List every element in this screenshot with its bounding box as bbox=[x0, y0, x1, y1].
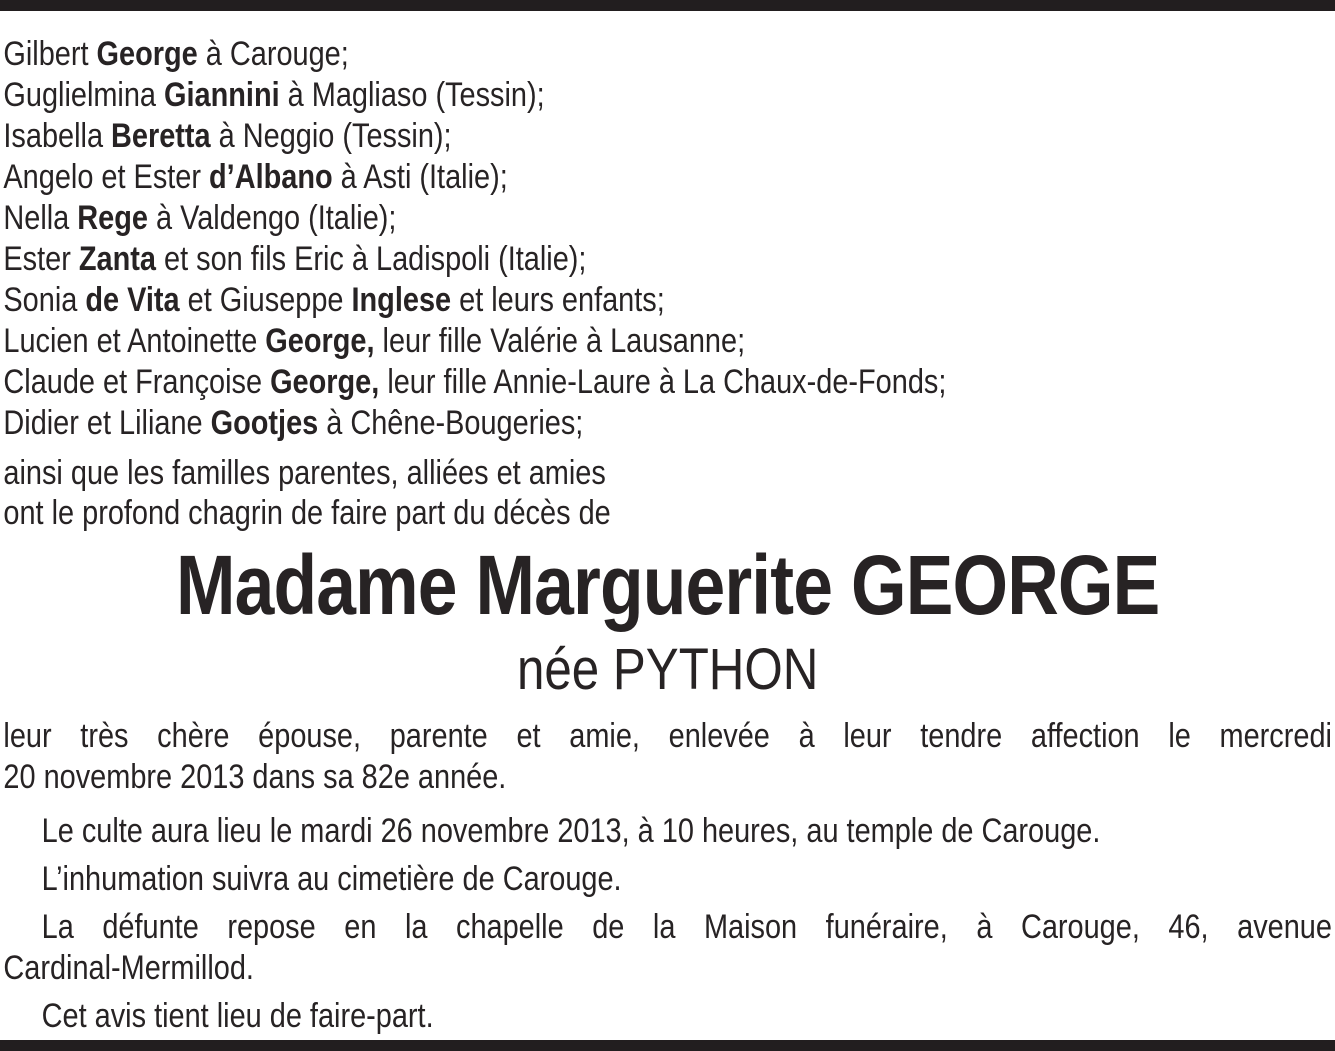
family-line-text: Lucien et Antoinette bbox=[3, 322, 266, 360]
family-line-text: à Carouge; bbox=[197, 35, 349, 73]
paragraph-line: Cardinal-Mermillod. bbox=[3, 949, 254, 987]
family-line bbox=[3, 198, 1332, 239]
family-line-text: et Giuseppe bbox=[179, 281, 352, 319]
family-line bbox=[3, 403, 1332, 444]
family-line-text: Isabella bbox=[3, 117, 112, 155]
family-line-text: à Asti (Italie); bbox=[332, 158, 508, 196]
family-line-text: et leurs enfants; bbox=[451, 281, 665, 319]
family-line bbox=[3, 321, 1332, 362]
bottom-rule bbox=[0, 1040, 1335, 1051]
family-surname: George, bbox=[270, 363, 380, 401]
paragraph-line: Le culte aura lieu le mardi 26 novembre 2013, à 10 heures, au temple de Carouge. bbox=[41, 812, 1101, 850]
family-line-text: à Magliaso (Tessin); bbox=[279, 76, 545, 114]
family-surname: Zanta bbox=[78, 240, 156, 278]
family-line-text: à Chêne-Bougeries; bbox=[318, 404, 584, 442]
family-surname: George, bbox=[265, 322, 375, 360]
maiden-name: née PYTHON bbox=[516, 637, 819, 702]
paragraph-line: La défunte repose en la chapelle de la Maison funéraire, à Carouge, 46, avenue bbox=[41, 908, 1332, 946]
family-surname: de Vita bbox=[85, 281, 180, 319]
family-line-text: leur fille Annie-Laure à La Chaux-de-Fonds; bbox=[379, 363, 947, 401]
family-surname: Inglese bbox=[351, 281, 452, 319]
family-line bbox=[3, 116, 1332, 157]
paragraph-line: Cet avis tient lieu de faire-part. bbox=[41, 997, 434, 1035]
family-line bbox=[3, 157, 1332, 198]
family-line-text: Claude et Françoise bbox=[3, 363, 271, 401]
family-line bbox=[3, 362, 1332, 403]
notice-paragraph bbox=[3, 859, 1332, 900]
notice-paragraph bbox=[3, 811, 1332, 852]
family-surname: Rege bbox=[77, 199, 148, 237]
family-line bbox=[3, 75, 1332, 116]
family-line-text: Guglielmina bbox=[3, 76, 165, 114]
intro-lines bbox=[3, 453, 1332, 533]
family-line-text: à Neggio (Tessin); bbox=[210, 117, 452, 155]
paragraph-line: L’inhumation suivra au cimetière de Carouge. bbox=[41, 860, 622, 898]
deceased-name: Madame Marguerite GEORGE bbox=[175, 538, 1160, 632]
family-surname: d’Albano bbox=[209, 158, 333, 196]
family-line-text: leur fille Valérie à Lausanne; bbox=[374, 322, 746, 360]
intro-line: ont le profond chagrin de faire part du décès de bbox=[3, 494, 611, 532]
family-surname: Beretta bbox=[111, 117, 211, 155]
family-surname: Gootjes bbox=[210, 404, 319, 442]
intro-line: ainsi que les familles parentes, alliées et amies bbox=[3, 454, 606, 492]
family-line bbox=[3, 34, 1332, 75]
paragraph-line: leur très chère épouse, parente et amie, enlevée à leur tendre affection le mercredi bbox=[3, 717, 1332, 755]
family-line-text: Didier et Liliane bbox=[3, 404, 211, 442]
notice-paragraph bbox=[3, 716, 1332, 798]
family-line-text: Ester bbox=[3, 240, 79, 278]
family-surname: Giannini bbox=[164, 76, 280, 114]
family-line bbox=[3, 239, 1332, 280]
family-surname: George bbox=[96, 35, 198, 73]
family-line-text: et son fils Eric à Ladispoli (Italie); bbox=[155, 240, 587, 278]
family-line-text: Sonia bbox=[3, 281, 86, 319]
top-rule bbox=[0, 0, 1335, 11]
family-list bbox=[3, 34, 1332, 444]
notice-paragraph bbox=[3, 996, 1332, 1037]
family-line-text: Nella bbox=[3, 199, 78, 237]
family-line-text: Angelo et Ester bbox=[3, 158, 210, 196]
notice-paragraphs bbox=[3, 716, 1332, 1037]
family-line-text: Gilbert bbox=[3, 35, 97, 73]
notice-paragraph bbox=[3, 907, 1332, 989]
notice-content bbox=[0, 11, 1335, 1037]
family-line bbox=[3, 280, 1332, 321]
paragraph-line: 20 novembre 2013 dans sa 82e année. bbox=[3, 758, 507, 796]
family-line-text: à Valdengo (Italie); bbox=[147, 199, 397, 237]
